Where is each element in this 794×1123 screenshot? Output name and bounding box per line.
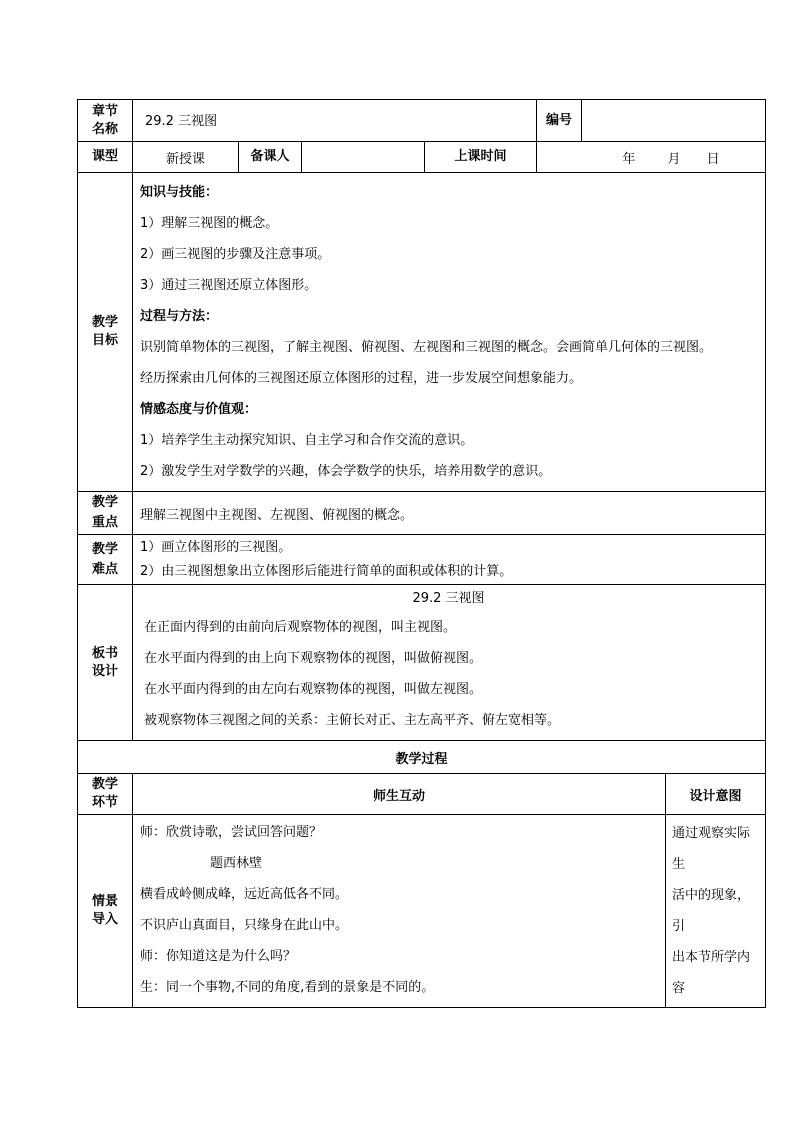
intro-line: 师：你知道这是为什么吗？ [140, 949, 297, 964]
preparer-label: 备课人 [239, 142, 302, 173]
difficulties-label-line2: 难点 [91, 561, 118, 577]
difficulties-row [78, 535, 766, 585]
chapter-label [78, 100, 133, 142]
time-value[interactable] [537, 142, 766, 173]
intro-label-line2: 导入 [91, 912, 118, 927]
type-label: 课型 [78, 142, 133, 173]
key-points-text: 理解三视图中主视图、左视图、俯视图的概念。 [133, 492, 766, 535]
intro-intent-line: 通过观察实际生 [672, 826, 751, 872]
process-title-row [78, 741, 766, 774]
intro-line: 师：欣赏诗歌，尝试回答问题？ [140, 825, 323, 840]
intro-intent-line: 出本节所学内容 [672, 950, 751, 996]
goals-content [133, 173, 766, 492]
difficulties-line: 2）由三视图想象出立体图形后能进行简单的面积或体积的计算。 [140, 563, 513, 579]
goals-line: 识别简单物体的三视图，了解主视图、俯视图、左视图和三视图的概念。会画简单几何体的三视图。 [140, 340, 713, 355]
intro-line: 生：同一个事物,不同的角度,看到的景象是不同的。 [140, 980, 435, 995]
chapter-label-line1: 章节 [91, 103, 118, 119]
process-col-stage [78, 774, 133, 815]
preparer-value[interactable] [302, 142, 425, 173]
key-points-label-line2: 重点 [91, 515, 118, 530]
intro-intent [666, 815, 766, 1008]
goals-line: 3）通过三视图还原立体图形。 [140, 278, 318, 293]
day-char: 日 [706, 151, 720, 167]
difficulties-content [133, 535, 766, 585]
process-title: 教学过程 [78, 741, 766, 774]
board-line: 在水平面内得到的由左向右观察物体的视图，叫做左视图。 [144, 682, 483, 697]
process-col-intent: 设计意图 [666, 774, 766, 815]
goals-row [78, 173, 766, 492]
board-line: 被观察物体三视图之间的关系：主俯长对正、主左高平齐、俯左宽相等。 [144, 713, 561, 728]
type-value[interactable]: 新授课 [133, 142, 239, 173]
goals-label [78, 173, 133, 492]
key-points-label-line1: 教学 [91, 495, 118, 510]
year-char: 年 [622, 151, 636, 167]
process-col-stage-line1: 教学 [91, 777, 118, 792]
goals-heading: 过程与方法： [140, 309, 219, 324]
key-points-row [78, 492, 766, 535]
board-label [78, 585, 133, 741]
intro-line: 不识庐山真面目，只缘身在此山中。 [140, 918, 349, 933]
goals-heading: 知识与技能： [140, 185, 219, 200]
difficulties-label [78, 535, 133, 585]
intro-line: 横看成岭侧成峰，远近高低各不同。 [140, 887, 349, 902]
process-header-row [78, 774, 766, 815]
month-char: 月 [667, 151, 681, 167]
lesson-plan-table [77, 99, 766, 1008]
intro-content [133, 815, 666, 1008]
board-label-line2: 设计 [91, 663, 118, 679]
board-content [133, 585, 766, 741]
board-row [78, 585, 766, 741]
intro-label-line1: 情景 [91, 894, 118, 909]
chapter-row [78, 100, 766, 142]
code-value[interactable] [582, 100, 766, 142]
goals-label-line2: 目标 [91, 333, 118, 348]
info-row [78, 142, 766, 173]
goals-line: 2）激发学生对学数学的兴趣，体会学数学的快乐，培养用数学的意识。 [140, 464, 552, 479]
process-col-stage-line2: 环节 [91, 795, 118, 810]
time-label: 上课时间 [425, 142, 537, 173]
goals-line: 经历探索由几何体的三视图还原立体图形的过程，进一步发展空间想象能力。 [140, 371, 583, 386]
difficulties-line: 1）画立体图形的三视图。 [140, 539, 292, 555]
board-title: 29.2 三视图 [412, 591, 485, 606]
goals-heading: 情感态度与价值观： [140, 402, 258, 417]
intro-row [78, 815, 766, 1008]
chapter-value[interactable]: 29.2 三视图 [133, 100, 537, 142]
intro-label [78, 815, 133, 1008]
intro-poem-title: 题西林壁 [210, 856, 263, 871]
process-col-interaction: 师生互动 [133, 774, 666, 815]
difficulties-label-line1: 教学 [91, 541, 118, 557]
board-label-line1: 板书 [91, 645, 118, 661]
board-line: 在水平面内得到的由上向下观察物体的视图，叫做俯视图。 [144, 651, 483, 666]
goals-line: 2）画三视图的步骤及注意事项。 [140, 247, 331, 262]
goals-line: 1）培养学生主动探究知识、自主学习和合作交流的意识。 [140, 433, 474, 448]
board-line: 在正面内得到的由前向后观察物体的视图，叫主视图。 [144, 620, 457, 635]
key-points-label [78, 492, 133, 535]
goals-label-line1: 教学 [91, 315, 118, 330]
goals-line: 1）理解三视图的概念。 [140, 216, 279, 231]
chapter-label-line2: 名称 [91, 121, 118, 137]
intro-intent-line: 活中的现象，引 [672, 888, 751, 934]
code-label: 编号 [537, 100, 582, 142]
